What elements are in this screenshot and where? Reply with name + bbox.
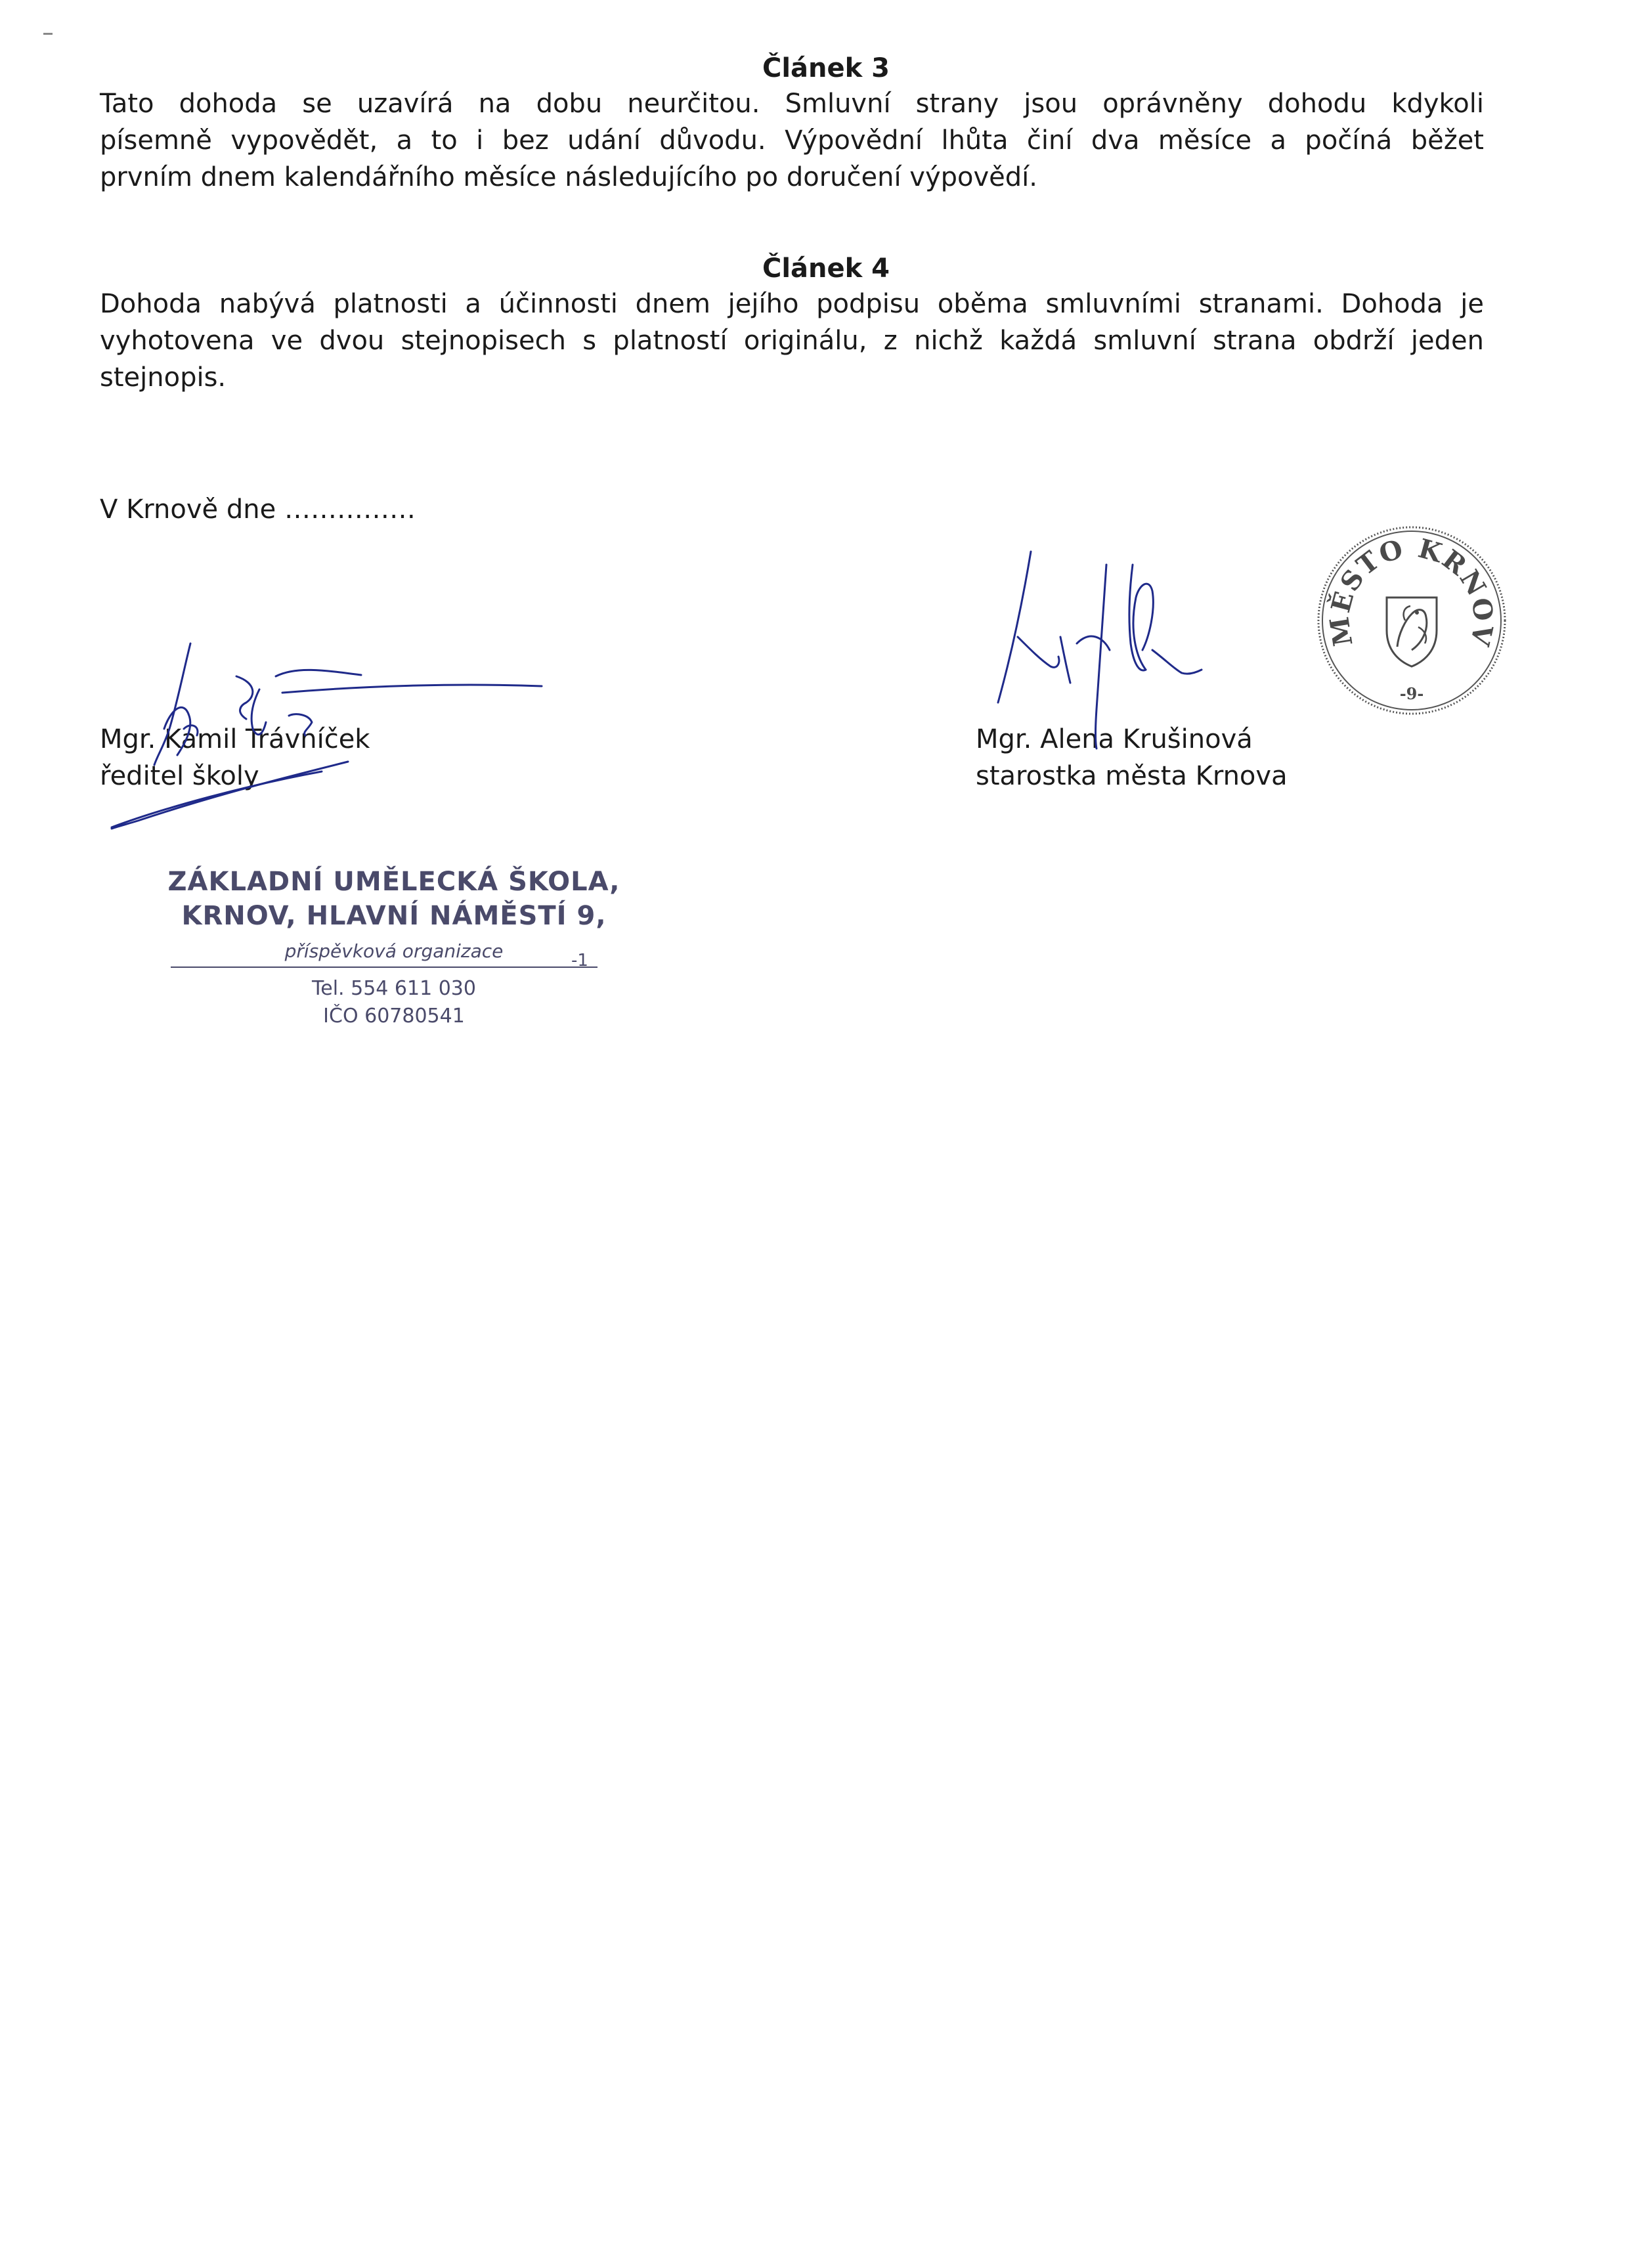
- article-4-line: Dohoda nabývá platnosti a účinnosti dnem jejího podpisu oběma smluvními stranami. Dohoda je: [100, 289, 1484, 319]
- coat-of-arms-icon: [1387, 598, 1437, 666]
- city-seal-text: MĚSTO KRNOV: [1324, 532, 1500, 650]
- article-3-text: [100, 85, 1484, 196]
- signer-right-name: Mgr. Alena Krušinová: [976, 724, 1253, 754]
- city-seal: [1313, 522, 1510, 726]
- school-stamp-mark: -1: [571, 951, 588, 970]
- scan-speck: [43, 33, 53, 35]
- school-stamp-line: příspěvková organizace: [284, 940, 504, 962]
- signature-right: [978, 538, 1267, 749]
- place-date: V Krnově dne ……………: [100, 494, 416, 525]
- school-stamp-line: IČO 60780541: [323, 1005, 465, 1028]
- signer-left-name: Mgr. Kamil Trávníček: [100, 724, 370, 754]
- city-seal-number: -9-: [1399, 684, 1424, 703]
- article-4-heading: Článek 4: [762, 253, 890, 284]
- article-3-heading: Článek 3: [762, 53, 890, 83]
- signature-left: [85, 630, 545, 854]
- article-4-line: stejnopis.: [100, 362, 227, 393]
- school-stamp-line: Tel. 554 611 030: [312, 977, 476, 1000]
- article-3-line: prvním dnem kalendářního měsíce následujícího po doručení výpovědí.: [100, 162, 1037, 192]
- signer-right-role: starostka města Krnova: [976, 761, 1288, 791]
- signer-left-role: ředitel školy: [100, 761, 259, 791]
- article-3-line: písemně vypovědět, a to i bez udání důvodu. Výpovědní lhůta činí dva měsíce a počíná běžet: [100, 125, 1484, 156]
- article-4-text: [100, 286, 1484, 396]
- school-stamp-rule: [171, 967, 598, 968]
- school-stamp: [164, 867, 624, 1051]
- article-3-line: Tato dohoda se uzavírá na dobu neurčitou. Smluvní strany jsou oprávněny dohodu kdykoli: [100, 89, 1484, 119]
- school-stamp-line: ZÁKLADNÍ UMĚLECKÁ ŠKOLA,: [167, 867, 620, 897]
- school-stamp-line: KRNOV, HLAVNÍ NÁMĚSTÍ 9,: [181, 901, 607, 931]
- article-4-line: vyhotovena ve dvou stejnopisech s platností originálu, z nichž každá smluvní strana obdrží jeden: [100, 326, 1484, 356]
